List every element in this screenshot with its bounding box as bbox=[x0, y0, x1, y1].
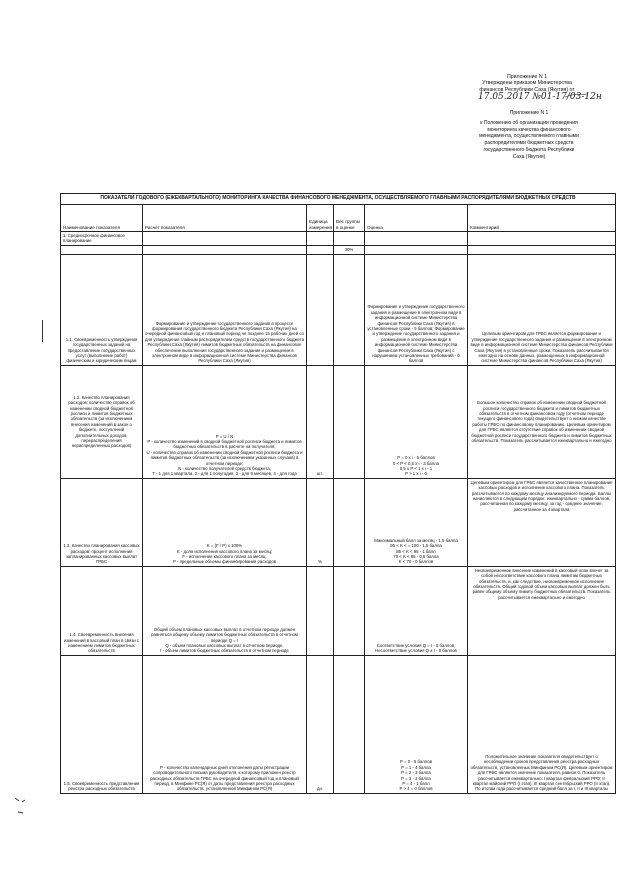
column-header-weight: Вес группы в оценке bbox=[334, 205, 365, 232]
indicator-calc: P - количество календарных дней отклонения даты регистрации сопроводительного письма руководителя, к которому приложен реестр расходных обязательств ГРБС на очередной финансовый год и плановый период, в Минфине РС(Я) от даты представления реестра расходных обязательств, установленной Минфином РС(Я) bbox=[143, 655, 307, 793]
calc-line: U - количество справок об изменении сводной бюджетной росписи бюджета и лимитов бюджетных обязательств (за исключением указанных случаев) в отчетном периоде; bbox=[146, 449, 303, 466]
appendix-1-header bbox=[452, 74, 602, 93]
indicator-calc bbox=[143, 566, 307, 655]
table-title: ПОКАЗАТЕЛИ ГОДОВОГО (ЕЖЕКВАРТАЛЬНОГО) МОНИТОРИНГА КАЧЕСТВА ФИНАНСОВОГО МЕНЕДЖМЕНТА, ОСУЩЕСТВЛЯЕМОГО ГЛАВНЫМИ РАСПОРЯДИТЕЛЯМИ БЮДЖЕТНЫХ СРЕДСТВ bbox=[61, 194, 616, 205]
calc-line: Общий объем плановых кассовых выплат в отчетном периоде должен равняться общему объему лимитов бюджетных обязательств в отчетном периоде Q = I bbox=[151, 626, 298, 643]
calc-line: K - доля исполнения кассового плана за месяц; bbox=[176, 548, 273, 554]
calc-line: P = U / N bbox=[215, 433, 234, 439]
indicator-comment: Целевым ориентиром для ГРБС является качественное планирование кассовых расходов и исполнение кассового плана. Показатель рассчитывается по каждому месяцу анализируемого периода. Баллы начисляются в следующем порядке: ежеквартально - сумма баллов, рассчитанная по каждому месяцу, за год - среднее значение, рассчитанное за 4 квартала bbox=[468, 478, 616, 566]
appendix-2-line: менеджмента, осуществляемого главными bbox=[479, 133, 579, 140]
indicator-comment: Несвоевременное внесение изменений в кассовый план влечет за собой несоответствие кассового плана лимитам бюджетных обязательств, и, как следствие, несвоевременное исполнение обязательств. Общий годовой объем кассовых выплат должен быть равен общему объему лимиту бюджетных обязательств. Показатель рассчитывается ежеквартально и ежегодно bbox=[468, 566, 616, 655]
score-line: P = 1 - 4 балла bbox=[401, 764, 431, 770]
indicator-unit: % bbox=[307, 478, 334, 566]
score-line: K < 70 - 0 баллов bbox=[398, 559, 434, 565]
indicator-score bbox=[365, 365, 468, 478]
calc-line: P - предельные объемы финансирования расходов bbox=[172, 559, 276, 565]
section-weight: 30% bbox=[334, 245, 365, 254]
table-row bbox=[61, 566, 616, 655]
calc-line: N - количество получателей средств бюджета; bbox=[178, 466, 271, 471]
appendix-2-line: мониторинга качества финансового bbox=[487, 126, 571, 133]
calc-line: T - 1 для 1 квартала, 2 - для 1 полугодия, 3 - для 9 месяцев, 4 - для года bbox=[152, 471, 297, 477]
indicator-score bbox=[365, 478, 468, 566]
column-header-name: Наименование показателя bbox=[61, 205, 143, 232]
indicator-score bbox=[365, 566, 468, 655]
scan-speck bbox=[15, 798, 25, 813]
indicator-name: 1.5. Своевременность представления реестра расходных обязательств bbox=[61, 655, 143, 793]
indicator-comment: Целевым ориентиром для ГРБС является формирование и утверждение государственного задания и размещение в электронном виде в информационной системе Министерства финансов Республики Саха (Якутия) в установленные сроки. Показатель рассчитывается ежегодно на основе данных, размещенных в информационной системе Министерства финансов Республики Саха (Якутия) bbox=[468, 254, 616, 365]
score-line: Соответствие условия Q = I - 5 баллов, bbox=[376, 643, 456, 648]
table-row bbox=[61, 365, 616, 478]
column-header-unit: Единица измерения bbox=[307, 205, 334, 232]
score-line: P = 0 x i - 5 баллов bbox=[397, 455, 435, 461]
appendix-2-line: распорядителями бюджетных средств bbox=[484, 140, 574, 147]
score-line: 95 < K < = 100 - 1,5 балла bbox=[390, 543, 442, 549]
score-line: P = 2 - 3 балла bbox=[401, 770, 431, 776]
indicator-calc bbox=[143, 365, 307, 478]
score-line: 70 < K < 85 - 0,5 балла bbox=[393, 554, 439, 559]
score-line: 0,5 x P < 1 x i - 1 bbox=[399, 466, 433, 471]
appendix-1-line: Приложение N 1 bbox=[507, 74, 547, 80]
section-title: 1. Среднесрочное финансовое планирование bbox=[61, 232, 143, 246]
indicator-unit bbox=[307, 566, 334, 655]
table-row bbox=[61, 655, 616, 793]
calc-line: F - исполнения кассового плана за месяц; bbox=[182, 554, 267, 559]
appendix-2-line: к Положению об организации проведения bbox=[480, 119, 578, 126]
appendix-2-line: Саха (Якутия) bbox=[512, 153, 546, 160]
margin-mark bbox=[42, 320, 43, 342]
table-row bbox=[61, 254, 616, 365]
column-header-calc: Расчет показателя bbox=[143, 205, 307, 232]
indicator-comment: Большое количество справок об изменении сводной бюджетной росписи государственного бюджета и лимитов бюджетных обязательств в отчетном финансовом году (отчетном периоде текущего финансового года) свидетельствует о низком качестве работы ГРБС по финансовому планированию. Целевым ориентиром для ГРБС является отсутствие справок об изменении сводной бюджетной росписи государственного бюджета и лимитов бюджетных обязательств. Показатель рассчитывается ежеквартально и ежегодно bbox=[468, 365, 616, 478]
score-line: Максимальный балл за месяц - 1,5 балла bbox=[374, 537, 458, 543]
appendix-2-line: Приложение N 1 bbox=[509, 110, 549, 116]
indicator-calc: Формирование и утверждение государственного задания в процессе формирования государственного бюджета Республики Саха (Якутия) на очередной финансовый год и плановый период не позднее 15 рабочих дней со дня утверждения главным распорядителем средств государственного бюджета Республики Саха (Якутия) лимитов бюджетных обязательств на финансовое обеспечение выполнения государственного задания и размещение в электронном виде в информационной системе Министерства финансов Республики Саха (Якутия) bbox=[143, 254, 307, 365]
column-header-score: Оценка bbox=[365, 205, 468, 232]
score-line: Несоответствие условия Q ≠ I - 0 баллов bbox=[375, 648, 457, 654]
indicator-score bbox=[365, 655, 468, 793]
score-line: 0 < P < 0,5 x i - 3 балла bbox=[393, 460, 439, 466]
indicator-name: 1.4. Своевременность внесения изменений в кассовый план в связи с изменением лимитов бюджетных обязательств bbox=[61, 566, 143, 655]
table-row bbox=[61, 478, 616, 566]
indicator-unit: шт. bbox=[307, 365, 334, 478]
calc-line: P - количество изменений в сводной бюджетной росписи бюджета и лимитов бюджетных обязательств в расчете на получателя; bbox=[147, 438, 302, 450]
score-line: P > 4 = 0 баллов bbox=[399, 786, 433, 792]
indicator-score: Формирование и утверждение государственного задания и размещение в электронном виде в информационной системе Министерства финансов Республики Саха (Якутия) в установленные сроки - 5 баллов; Формирование и утверждение государственного задания и размещение в электронном виде в информационной системе Министерства финансов Республики Саха (Якутия) с нарушением установленных требований - 0 баллов bbox=[365, 254, 468, 365]
indicator-calc bbox=[143, 478, 307, 566]
appendix-2-header bbox=[454, 110, 604, 161]
indicator-unit: дн. bbox=[307, 655, 334, 793]
score-line: P = 0 - 5 баллов bbox=[400, 759, 432, 765]
score-line: 85 < K < 95 - 1 балл bbox=[396, 548, 436, 554]
appendix-1-line: Утверждены приказом Министерства bbox=[482, 80, 572, 87]
score-line: P > 1 x i - 0 bbox=[405, 471, 427, 477]
indicator-name: 1.2. Качество планирования расходов: количество справок об изменении сводной бюджетной росписи и лимитов бюджетных обязательств (за исключением внесения изменений в закон о бюджете, поступлений дополнительных доходов, перераспределения нераспределенных расходов) bbox=[61, 365, 143, 478]
handwritten-date-number: 17.05.2017 №01-17/03-12н bbox=[478, 92, 602, 102]
calc-line: K = (F / P) x 100% bbox=[206, 543, 243, 549]
column-header-comment: Комментарий bbox=[468, 205, 616, 232]
indicator-name: 1.1. Своевременность утверждения государственных заданий на предоставление государственных услуг (выполнение работ) физическим и юридическим лицам bbox=[61, 254, 143, 365]
indicators-table bbox=[60, 193, 616, 794]
score-line: P = 3 - 2 балла bbox=[401, 775, 431, 781]
appendix-2-line: государственного бюджета Республики bbox=[483, 146, 575, 153]
score-line: P = 4 - 1 балл bbox=[402, 781, 430, 786]
indicator-name: 1.3. Качество планирования кассовых расходов: процент исполнения запланированных кассовых выплат ГРБС bbox=[61, 478, 143, 566]
indicator-comment: Положительное значение показателя свидетельствует о несоблюдении сроков представления реестра расходных обязательств, установленных Минфином РС(Я). Целевым ориентиром для ГРБС является значение показателя, равное 0. Показатель рассчитывается ежеквартально: I квартал февральский РРО; II квартал майский РРО (I этап); III квартал сентябрьский РРО (II этап). По итогам года рассчитывается средний балл за I, II и III кварталы bbox=[468, 655, 616, 793]
indicator-unit bbox=[307, 254, 334, 365]
calc-line: I - объем лимитов бюджетных обязательств в отчетном периоде bbox=[160, 648, 289, 654]
appendix-1-line: финансов Республики Саха (Якутия) от bbox=[479, 86, 575, 93]
calc-line: Q - объем плановых кассовых выплат в отчетном периоде, bbox=[165, 643, 284, 648]
